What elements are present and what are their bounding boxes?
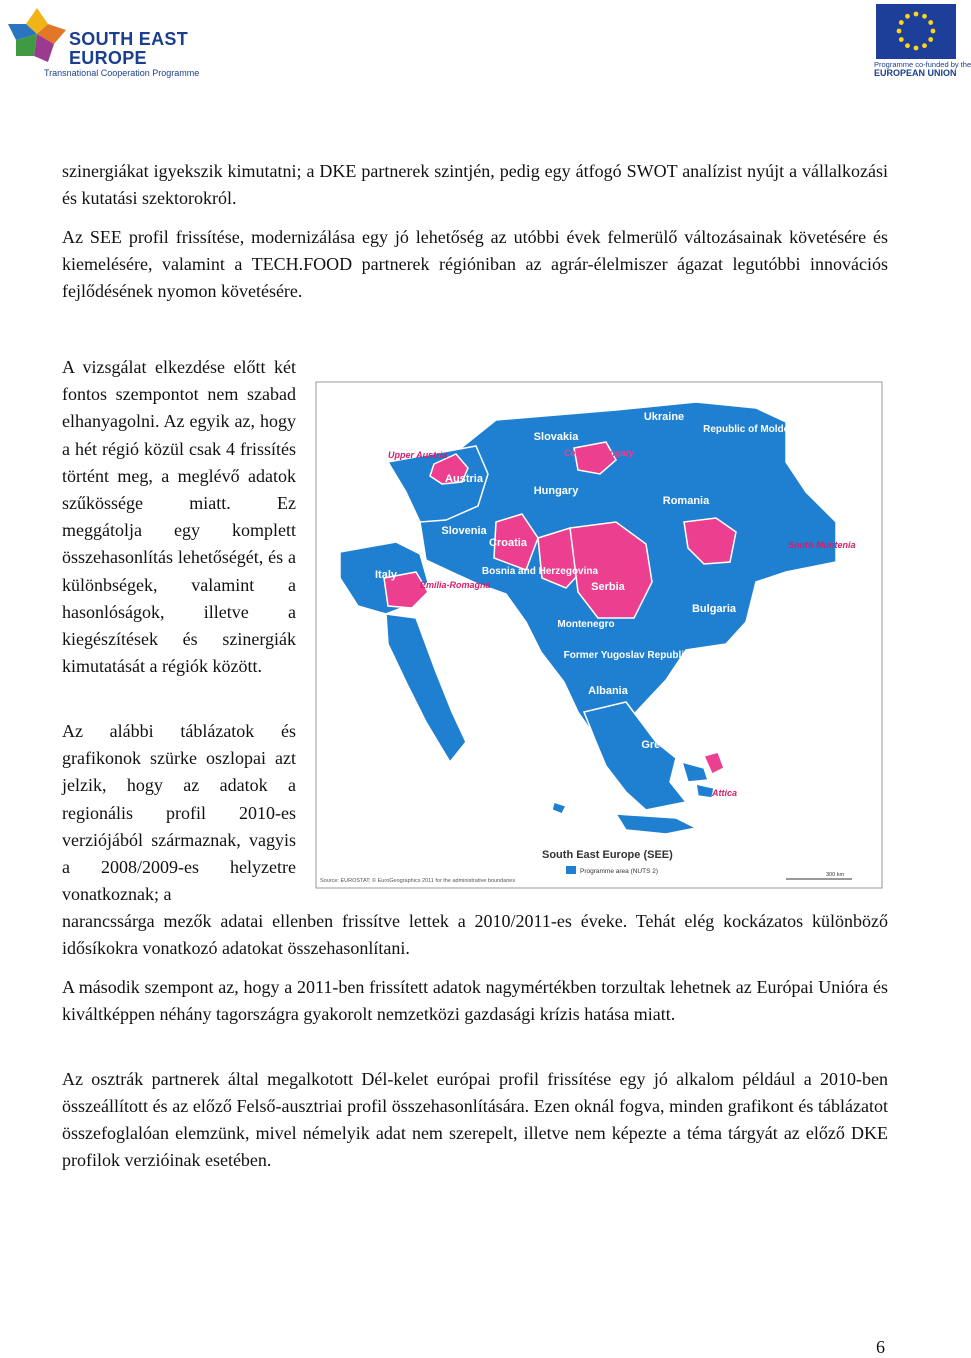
map-source: Source: EUROSTAT; © EuroGeographics 2011 for the administrative boundaries [320,878,516,884]
map-label-austria: Austria [445,473,483,485]
map-label-upper-austria: Upper Austria [388,450,448,460]
eu-logo [874,4,971,80]
map-label-hungary: Hungary [533,485,579,497]
paragraph-3: A vizsgálat elkezdése előtt két fontos szempontot nem szabad elhanyagolni. Az egyik az, hogy a hét régió közül csak 4 frissítés történt meg, a meglévő adatok szűkössége miatt. Ez meggátolja egy komplett összehasonlítás lehetőségét, és a különbségek, valamint a hasonlóságok, illetve a kiegészítések és szinergiák kimutatását a régiók között. [62,357,296,677]
legend-label: Programme area (NUTS 2) [580,868,659,875]
map-label-central-hungary: Central Hungary [564,448,635,458]
see-logo-subtitle: Transnational Cooperation Programme [44,68,200,78]
page-number: 6 [876,1337,885,1357]
see-flower-icon [4,4,70,68]
map-label-south-muntenia: South Muntenia [788,540,856,550]
map-label-emilia-romagna: Emilia-Romagna [420,580,491,590]
see-programme-logo [4,4,204,80]
eu-logo-line2: EUROPEAN UNION [874,68,957,78]
map-label-greece: Greece [641,739,679,751]
map-label-moldova: Republic of Moldova [703,424,801,435]
map-label-bulgaria: Bulgaria [691,603,737,615]
paragraph-5: A második szempont az, hogy a 2011-ben frissített adatok nagymértékben torzultak lehetnek az Európai Unióra és kiváltképpen néhány tagországra gyakorolt nemzetközi gazdasági krízis hatása miatt. [62,977,888,1024]
see-logo-title [69,30,188,68]
see-logo-line1: SOUTH EAST [69,29,189,49]
map-label-croatia: Croatia [489,537,527,549]
eu-logo-text [874,61,971,78]
map-label-romania: Romania [662,495,710,507]
map-label-ukraine: Ukraine [643,411,685,423]
see-logo-line2: EUROPE [69,48,147,68]
see-programme-map [316,382,882,888]
paragraph-4-start: Az alábbi táblázatok és grafikonok szürke oszlopai azt jelzik, hogy az adatok a regionális profil 2010-es verziójából származnak, vagyis a 2008/2009-es helyzetre vonatkoznak; a [62,721,296,905]
map-label-serbia: Serbia [591,581,625,593]
map-label-albania: Albania [588,685,628,697]
scale-label: 300 km [826,872,845,878]
paragraph-2: Az SEE profil frissítése, modernizálása egy jó lehetőség az utóbbi évek felmerülő változásainak követésére és kiemelésére, valamint a TECH.FOOD partnerek régióniban az agrár-élelmiszer ágazat legutóbbi innovációs fejlődésének nyomon követésére. [62,227,888,301]
map-label-bosnia: Bosnia and Herzegovina [481,566,599,577]
legend-swatch [566,866,576,874]
paragraph-6: Az osztrák partnerek által megalkotott Dél-kelet európai profil frissítése egy jó alkalom például a 2010-ben összeállított és az előző Felső-ausztriai profil összehasonlítására. Ezen oknál fogva, minden grafikont és táblázatot összefoglalóan elemzünk, mivel némelyik adat nem szerepelt, illetve nem képezte a téma tárgyát az előző DKE profilok verzióinak esetében. [62,1069,888,1170]
map-label-slovakia: Slovakia [533,431,579,443]
map-label-slovenia: Slovenia [441,525,487,537]
map-label-attica: Attica [712,788,738,798]
map-title: South East Europe (SEE) [542,849,673,861]
map-label-montenegro: Montenegro [557,619,615,630]
eu-flag-icon [876,4,956,59]
paragraph-1: szinergiákat igyekszik kimutatni; a DKE partnerek szintjén, pedig egy átfogó SWOT analízist nyújt a vállalkozási és kutatási szektorokról. [62,161,888,208]
eu-logo-line1: Programme co-funded by the [874,60,971,69]
paragraph-4-continued: narancssárga mezők adatai ellenben frissítve lettek a 2010/2011-es éveke. Tehát elég kockázatos különböző idősíkokra vonatkozó adatokat összehasonlítani. [62,911,888,958]
map-label-italy: Italy [374,569,398,581]
map-label-macedonia: Former Yugoslav Republic of Macedonia [563,650,757,661]
